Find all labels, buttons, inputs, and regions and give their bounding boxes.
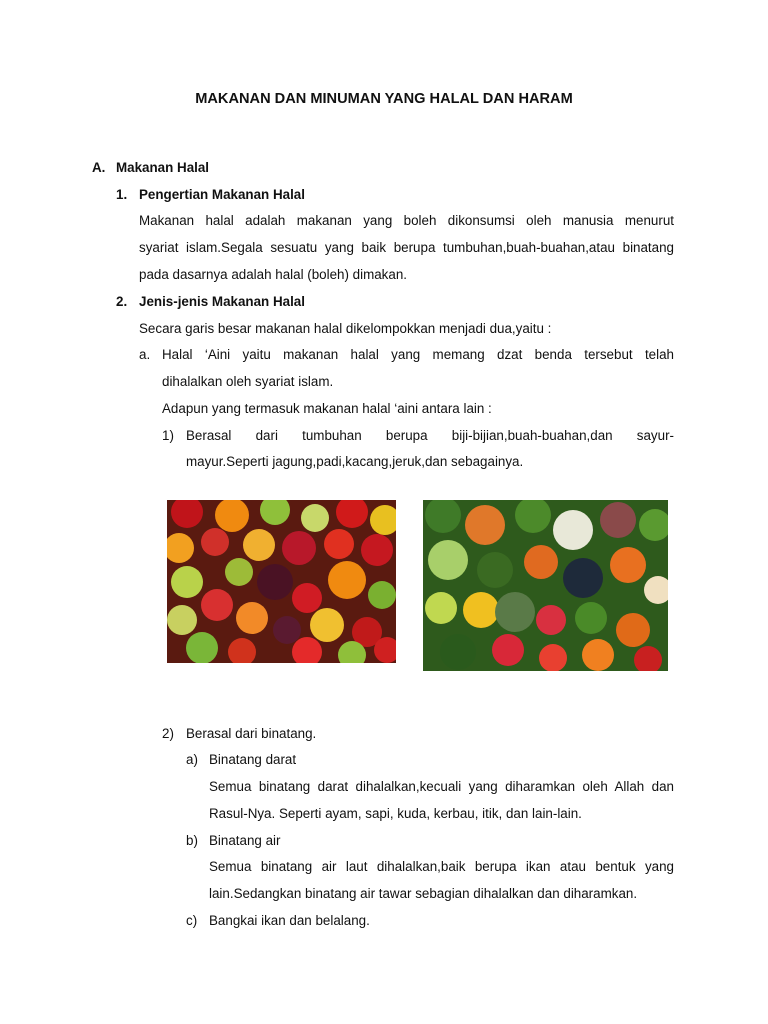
alpha-c-heading: Bangkai ikan dan belalang.	[209, 913, 370, 928]
item-1-line-3: pada dasarnya adalah halal (boleh) dimakan.	[139, 267, 407, 282]
item-1-line-1: Makanan halal adalah makanan yang boleh dikonsumsi oleh manusia menurut	[139, 213, 674, 228]
num-2-text: Berasal dari binatang.	[186, 726, 317, 741]
alpha-b-heading: Binatang air	[209, 833, 281, 848]
sub-a-line-1: Halal ‘Aini yaitu makanan halal yang memang dzat benda tersebut telah	[162, 347, 674, 362]
num-1-line-2: mayur.Seperti jagung,padi,kacang,jeruk,dan sebagainya.	[186, 454, 524, 469]
vegetables-image	[423, 500, 668, 671]
sub-a-marker: a.	[139, 347, 151, 362]
num-2-marker: 2)	[162, 726, 174, 741]
alpha-b-line-2: lain.Sedangkan binatang air tawar sebagian dihalalkan dan diharamkan.	[209, 886, 638, 901]
section-a-marker: A.	[92, 160, 106, 175]
item-2-marker: 2.	[116, 294, 128, 309]
sub-a-line-2: dihalalkan oleh syariat islam.	[162, 374, 334, 389]
alpha-b-line-1: Semua binatang air laut dihalalkan,baik berupa ikan atau bentuk yang	[209, 859, 674, 874]
alpha-c-marker: c)	[186, 913, 198, 928]
alpha-b-marker: b)	[186, 833, 198, 848]
item-2-heading: Jenis-jenis Makanan Halal	[139, 294, 305, 309]
num-1-marker: 1)	[162, 428, 174, 443]
alpha-a-line-1: Semua binatang darat dihalalkan,kecuali yang diharamkan oleh Allah dan	[209, 779, 674, 794]
document-title: MAKANAN DAN MINUMAN YANG HALAL DAN HARAM	[195, 91, 573, 107]
item-1-marker: 1.	[116, 187, 128, 202]
item-1-heading: Pengertian Makanan Halal	[139, 187, 305, 202]
item-1-line-2: syariat islam.Segala sesuatu yang baik berupa tumbuhan,buah-buahan,atau binatang	[139, 240, 674, 255]
alpha-a-heading: Binatang darat	[209, 752, 297, 767]
alpha-a-marker: a)	[186, 752, 198, 767]
item-2-intro: Secara garis besar makanan halal dikelompokkan menjadi dua,yaitu :	[139, 321, 552, 336]
alpha-a-line-2: Rasul-Nya. Seperti ayam, sapi, kuda, kerbau, itik, dan lain-lain.	[209, 806, 582, 821]
section-a-heading: Makanan Halal	[116, 160, 210, 175]
sub-a-intro: Adapun yang termasuk makanan halal ‘aini antara lain :	[162, 401, 492, 416]
fruits-image	[167, 500, 396, 663]
num-1-line-1: Berasal dari tumbuhan berupa biji-bijian,buah-buahan,dan sayur-	[186, 428, 674, 443]
